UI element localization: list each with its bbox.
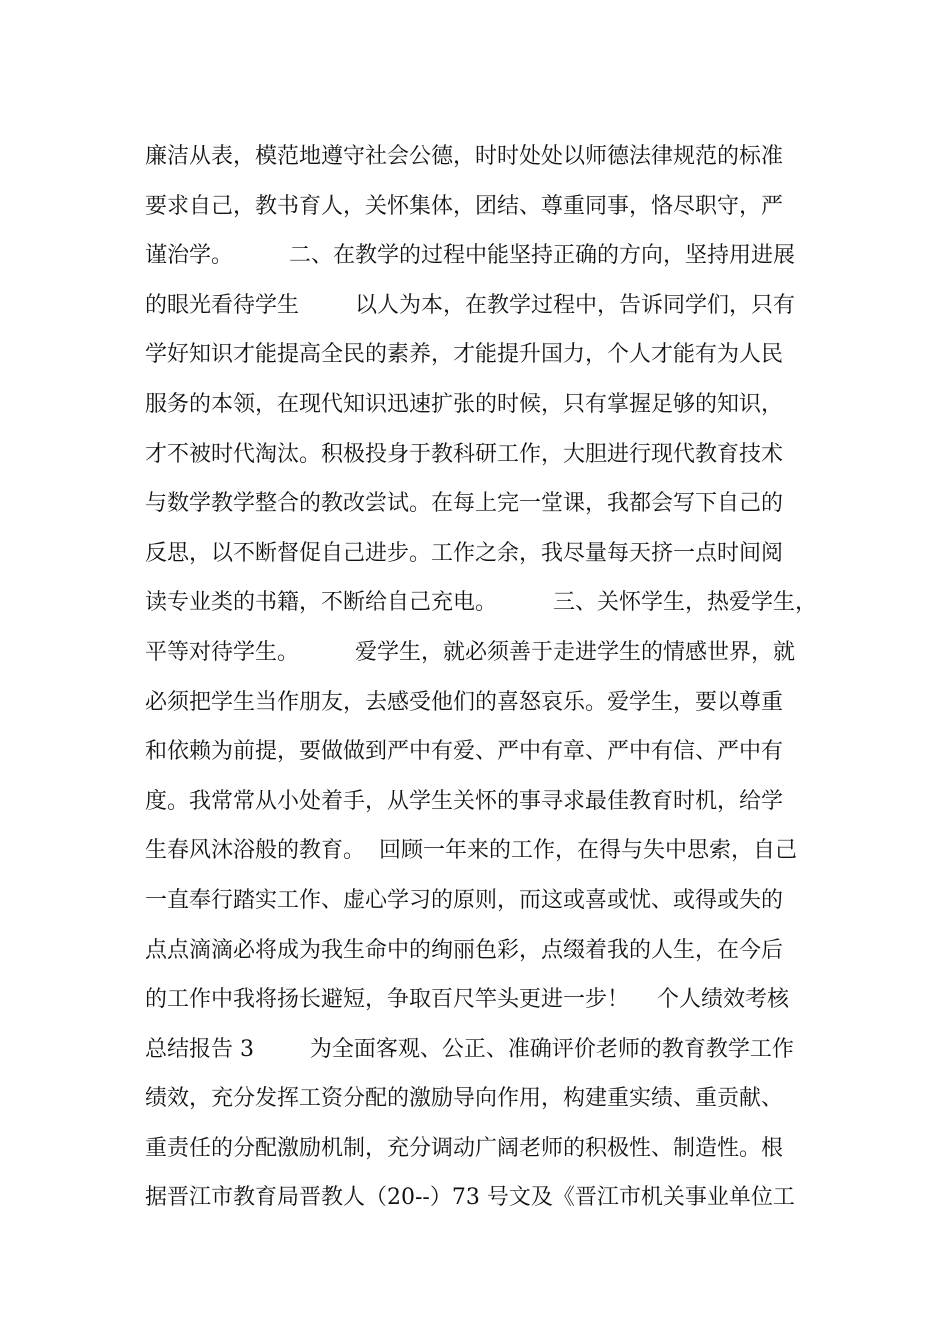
text-line: 服务的本领，在现代知识迅速扩张的时候，只有掌握足够的知识，	[145, 391, 784, 417]
text-line: 必须把学生当作朋友，去感受他们的喜怒哀乐。爱学生，要以尊重	[145, 689, 784, 715]
text-line: 重责任的分配激励机制，充分调动广阔老师的积极性、制造性。根	[145, 1135, 784, 1161]
text-line: 生春风沐浴般的教育。 回顾一年来的工作，在得与失中思索，自己	[145, 838, 797, 864]
text-line: 和依赖为前提，要做做到严中有爱、严中有章、严中有信、严中有	[145, 739, 784, 765]
text-line: 据晋江市教育局晋教人（20--）73 号文及《晋江市机关事业单位工	[145, 1185, 795, 1211]
text-line: 度。我常常从小处着手，从学生关怀的事寻求最佳教育时机，给学	[145, 788, 784, 814]
body-text	[145, 132, 845, 1223]
text-line: 的工作中我将扬长避短，争取百尺竿头更进一步！ 个人绩效考核	[145, 987, 789, 1013]
text-line: 学好知识才能提高全民的素养，才能提升国力，个人才能有为人民	[145, 342, 784, 368]
text-line: 平等对待学生。 爱学生，就必须善于走进学生的情感世界，就	[145, 639, 795, 665]
text-line: 与数学教学整合的教改尝试。在每上完一堂课，我都会写下自己的	[145, 491, 784, 517]
text-line: 点点滴滴必将成为我生命中的绚丽色彩，点缀着我的人生，在今后	[145, 937, 784, 963]
text-line: 总结报告 3 为全面客观、公正、准确评价老师的教育教学工作	[145, 1036, 794, 1062]
text-line: 才不被时代淘汰。积极投身于教科研工作，大胆进行现代教育技术	[145, 441, 784, 467]
text-line: 的眼光看待学生 以人为本，在教学过程中，告诉同学们，只有	[145, 292, 795, 318]
text-line: 绩效，充分发挥工资分配的激励导向作用，构建重实绩、重贡献、	[145, 1086, 784, 1112]
text-line: 一直奉行踏实工作、虚心学习的原则，而这或喜或忧、或得或失的	[145, 887, 784, 913]
text-line: 读专业类的书籍，不断给自己充电。 三、关怀学生，热爱学生，	[145, 590, 817, 616]
text-line: 要求自己，教书育人，关怀集体，团结、尊重同事，恪尽职守，严	[145, 193, 784, 219]
text-line: 廉洁从表，模范地遵守社会公德，时时处处以师德法律规范的标准	[145, 144, 784, 169]
text-line: 谨治学。 二、在教学的过程中能坚持正确的方向，坚持用进展	[145, 243, 795, 269]
text-line: 反思，以不断督促自己进步。工作之余，我尽量每天挤一点时间阅	[145, 540, 784, 566]
